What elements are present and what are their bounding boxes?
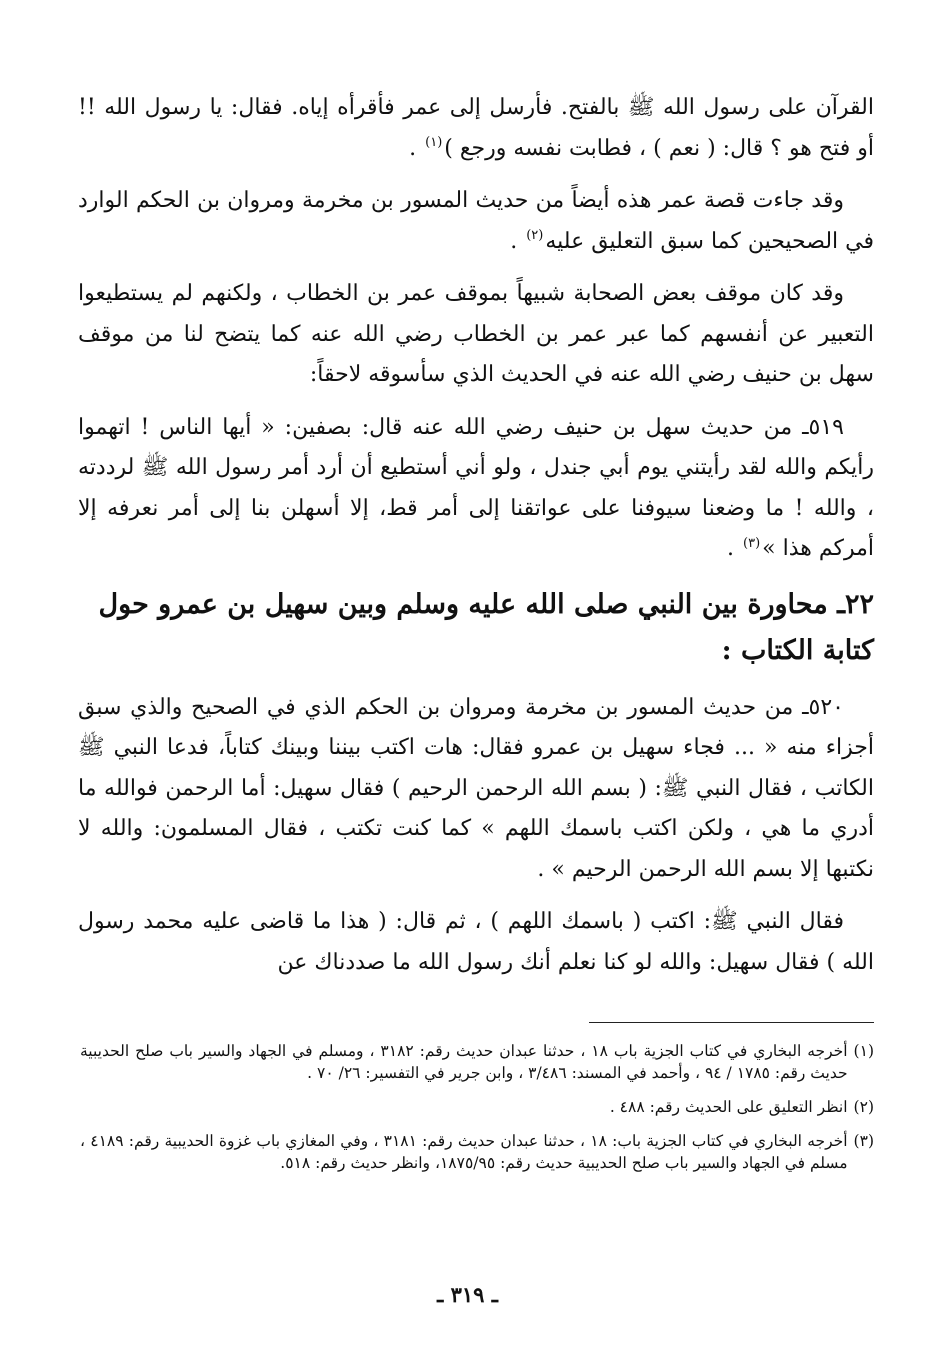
footnote-ref-3[interactable]: (٣) [743,535,761,551]
paragraph-1-text: القرآن على رسول الله ﷺ بالفتح. فأرسل إلى عمر فأقرأه إياه. فقال: يا رسول الله !! أو فتح هو ؟ قال: ( نعم ) ، فطابت نفسه ورجع ) [78,95,874,161]
footnote-ref-1[interactable]: (١) [425,135,443,151]
hadith-519-text: ٥١٩ـ من حديث سهل بن حنيف رضي الله عنه قال: بصفين: « أيها الناس ! اتهموا رأيكم والله لقد رأيتني يوم أبي جندل ، ولو أني أستطيع أن أرد أمر رسول الله ﷺ لرددته ، والله ! ما وضعنا سيوفنا على عواتقنا إلى أمر قط، إلا أسهلن بنا إلى أمر نعرفه إلا أمركم هذا » [78,414,874,561]
paragraph-6 [78,902,874,983]
footnote-2 [80,1096,874,1118]
footnote-1-number: (١) [853,1042,874,1060]
footnote-1 [80,1040,874,1084]
footnote-divider [589,1022,874,1023]
footnotes [80,1040,874,1186]
paragraph-1-end: . [409,135,424,161]
paragraph-3 [78,274,874,396]
paragraph-2-text: وقد جاءت قصة عمر هذه أيضاً من حديث المسور بن مخرمة ومروان بن الحكم الوارد في الصحيحين كما سبق التعليق عليه [78,188,874,254]
footnote-2-text: انظر التعليق على الحديث رقم: ٤٨٨ . [609,1098,848,1116]
hadith-519 [78,408,874,570]
paragraph-6-text: فقال النبي ﷺ: اكتب ( باسمك اللهم ) ، ثم قال: ( هذا ما قاضى عليه محمد رسول الله ) فقال سهيل: والله لو كنا نعلم أنك رسول الله ما صددناك عن [78,909,874,975]
hadith-520 [78,688,874,891]
footnote-3 [80,1130,874,1174]
hadith-519-end: . [727,536,741,561]
footnote-2-number: (٢) [853,1098,874,1116]
paragraph-3-text: وقد كان موقف بعض الصحابة شبيهاً بموقف عمر بن الخطاب ، ولكنهم لم يستطيعوا التعبير عن أنفسهم كما عبر عمر بن الخطاب رضي الله عنه كما يتضح لنا من موقف سهل بن حنيف رضي الله عنه في الحديث الذي سأسوقه لاحقاً: [78,281,874,387]
hadith-520-text: ٥٢٠ـ من حديث المسور بن مخرمة ومروان بن الحكم الذي في الصحيح والذي سبق أجزاء منه « ... فجاء سهيل بن عمرو فقال: هات اكتب بيننا وبينك كتاباً، فدعا النبي ﷺ الكاتب ، فقال النبي ﷺ: ( بسم الله الرحمن الرحيم ) فقال سهيل: أما الرحمن فوالله ما أدري ما هي ، ولكن اكتب باسمك اللهم » كما كنت تكتب ، فقال المسلمون: والله لا نكتبها إلا بسم الله الرحمن الرحيم » . [78,694,874,882]
page-number: ـ ٣١٩ ـ [437,1282,498,1307]
footnote-1-text: أخرجه البخاري في كتاب الجزية باب ١٨ ، حدثنا عبدان حديث رقم: ٣١٨٢ ، ومسلم في الجهاد والسير باب صلح الحديبية حديث رقم: ١٧٨٥ / ٩٤ ، وأحمد في المسند: ٣/٤٨٦ ، وابن جرير في التفسير: ٢٦/ ٧٠ . [80,1042,848,1082]
paragraph-2 [78,181,874,262]
paragraph-1 [78,88,874,169]
section-heading: ٢٢ـ محاورة بين النبي صلى الله عليه وسلم وبين سهيل بن عمرو حول كتابة الكتاب : [98,588,874,666]
page-body [78,88,874,995]
footnote-ref-2[interactable]: (٢) [526,228,544,244]
footnote-3-number: (٣) [853,1132,874,1150]
footnote-3-text: أخرجه البخاري في كتاب الجزية باب: ١٨ ، حدثنا عبدان حديث رقم: ٣١٨١ ، وفي المغازي باب غزوة الحديبية رقم: ٤١٨٩ ، مسلم في الجهاد والسير باب صلح الحديبية حديث رقم: ١٨٧٥/٩٥، وانظر حديث رقم: ٥١٨. [80,1132,848,1172]
paragraph-2-end: . [510,228,525,254]
